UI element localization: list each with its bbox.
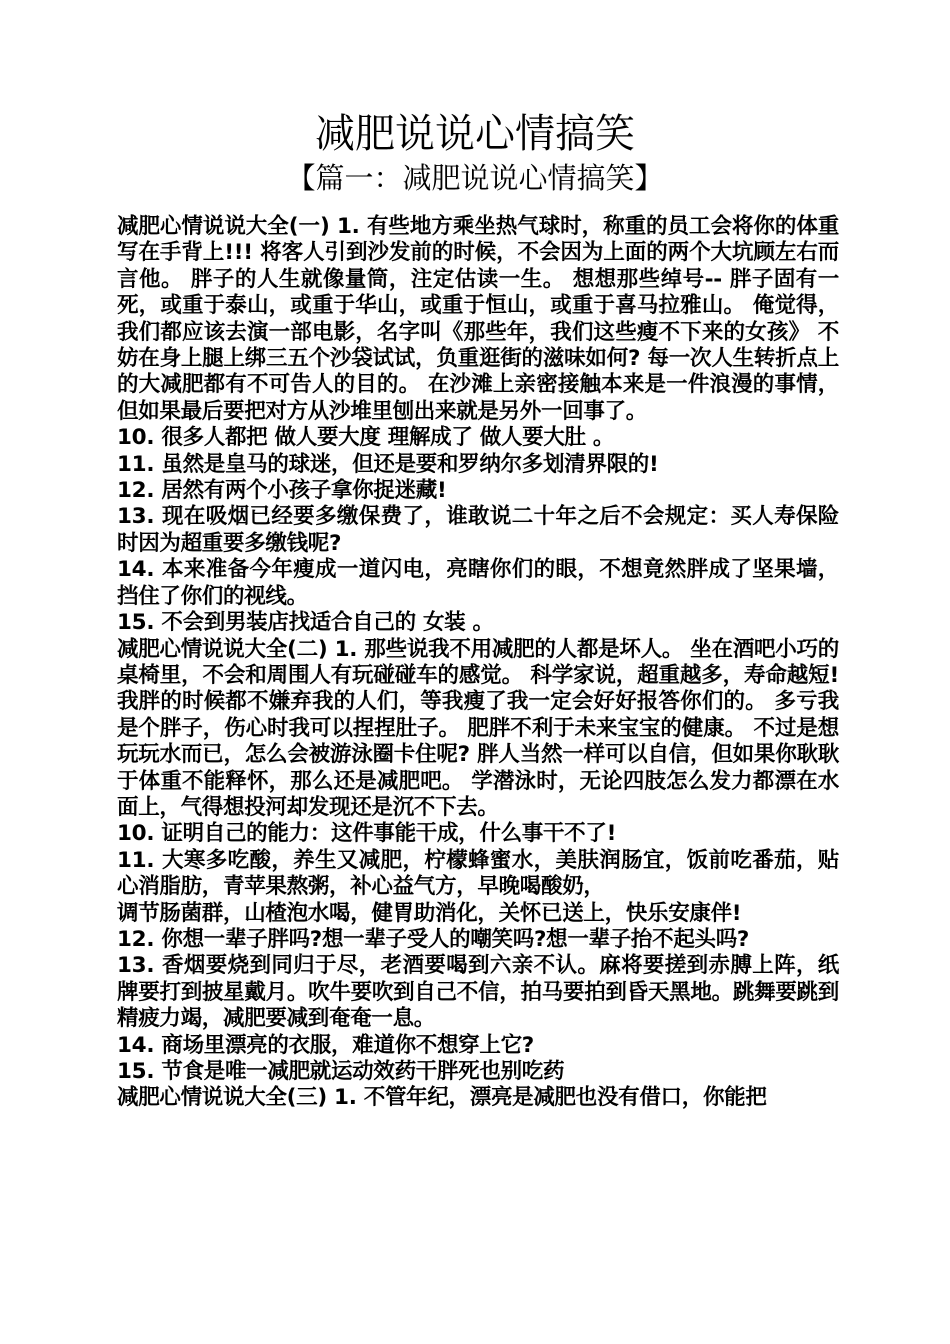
paragraph: 13. 现在吸烟已经要多缴保费了，谁敢说二十年之后不会规定：买人寿保险时因为超重要多缴钱呢? <box>117 504 839 556</box>
paragraph: 14. 本来准备今年瘦成一道闪电，亮瞎你们的眼，不想竟然胖成了坚果墙，挡住了你们的视线。 <box>117 557 839 609</box>
paragraph: 减肥心情说说大全(一) 1. 有些地方乘坐热气球时，称重的员工会将你的体重写在手背上!!! 将客人引到沙发前的时候，不会因为上面的两个大坑顾左右而言他。 胖子的人生就像量筒，注定估读一生。 想想那些绰号-- 胖子固有一死，或重于泰山，或重于华山，或重于恒山，或重于喜马拉雅山。 俺觉得，我们都应该去演一部电影，名字叫《那些年，我们这些瘦不下来的女孩》 不妨在身上腿上绑三五个沙袋试试，负重逛街的滋味如何? 每一次人生转折点上的大减肥都有不可告人的目的。 在沙滩上亲密接触本来是一件浪漫的事情，但如果最后要把对方从沙堆里刨出来就是另外一回事了。 <box>117 214 839 424</box>
paragraph: 15. 节食是唯一减肥就运动效药干胖死也别吃药 <box>117 1059 565 1084</box>
document-body <box>117 214 839 1112</box>
paragraph: 调节肠菌群，山楂泡水喝，健胃助消化，关怀已送上，快乐安康伴! <box>117 900 742 926</box>
paragraph: 13. 香烟要烧到同归于尽，老酒要喝到六亲不认。麻将要搓到赤膊上阵，纸牌要打到披星戴月。吹牛要吹到自己不信，拍马要拍到昏天黑地。跳舞要跳到精疲力竭，减肥要减到奄奄一息。 <box>117 953 839 1032</box>
paragraph: 10. 证明自己的能力：这件事能干成，什么事干不了! <box>117 821 617 847</box>
document-subtitle: 【篇一：减肥说说心情搞笑】 <box>286 161 664 195</box>
paragraph: 10. 很多人都把 做人要大度 理解成了 做人要大肚 。 <box>117 425 615 451</box>
paragraph: 11. 虽然是皇马的球迷，但还是要和罗纳尔多划清界限的! <box>117 451 659 477</box>
paragraph: 11. 大寒多吃酸，养生又减肥，柠檬蜂蜜水，美肤润肠宜，饭前吃番茄，贴心消脂肪，青苹果熬粥，补心益气方，早晚喝酸奶， <box>117 847 839 900</box>
paragraph: 14. 商场里漂亮的衣服，难道你不想穿上它? <box>117 1032 534 1058</box>
paragraph: 12. 你想一辈子胖吗?想一辈子受人的嘲笑吗?想一辈子抬不起头吗? <box>117 926 750 952</box>
paragraph: 减肥心情说说大全(三) 1. 不管年纪，漂亮是减肥也没有借口，你能把 <box>117 1085 767 1111</box>
paragraph: 减肥心情说说大全(二) 1. 那些说我不用减肥的人都是坏人。 坐在酒吧小巧的桌椅里，不会和周围人有玩碰碰车的感觉。 科学家说，超重越多，寿命越短! 我胖的时候都不嫌弃我的人们，等我瘦了我一定会好好报答你们的。 多亏我是个胖子，伤心时我可以捏捏肚子。 肥胖不利于未来宝宝的健康。 不过是想玩玩水而已，怎么会被游泳圈卡住呢? 胖人当然一样可以自信，但如果你耿耿于体重不能释怀，那么还是减肥吧。 学潜泳时，无论四肢怎么发力都漂在水面上，气得想投河却发现还是沉不下去。 <box>117 636 839 820</box>
paragraph: 12. 居然有两个小孩子拿你捉迷藏! <box>117 478 447 504</box>
document-title: 减肥说说心情搞笑 <box>315 111 635 157</box>
paragraph: 15. 不会到男装店找适合自己的 女装 。 <box>117 610 494 636</box>
